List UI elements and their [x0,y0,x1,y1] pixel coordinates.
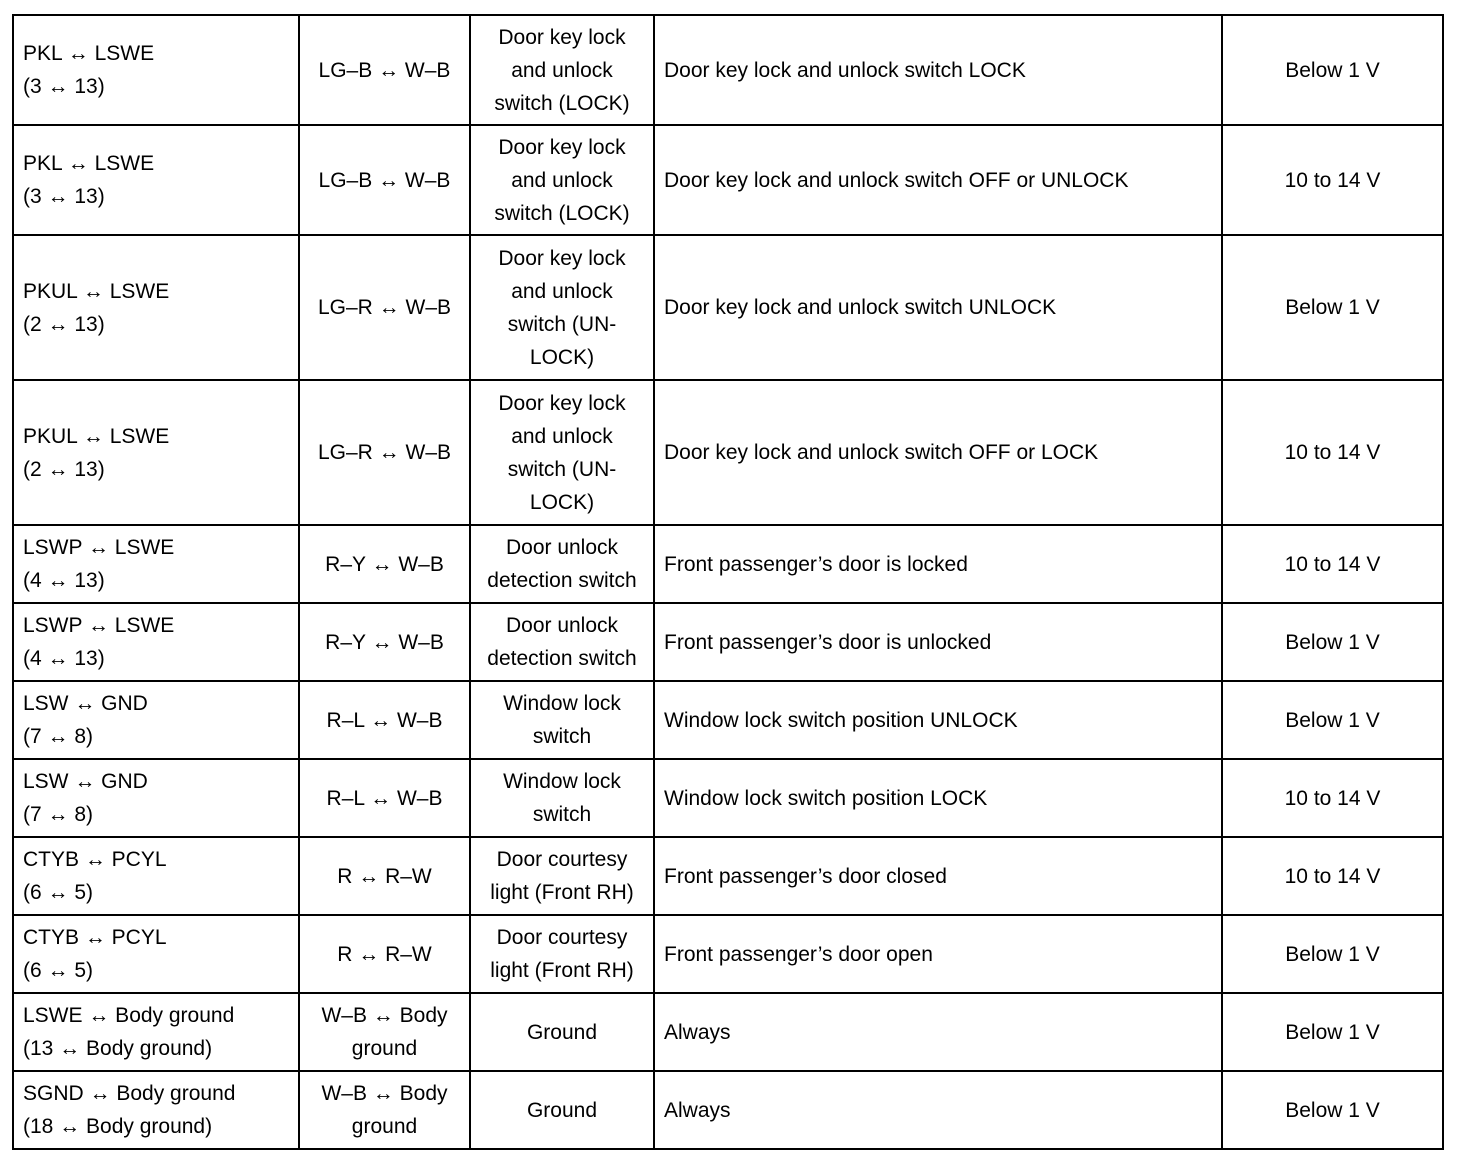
specified-value-cell [1222,380,1443,525]
component-cell [470,380,654,525]
component-cell-line: LOCK) [529,490,595,514]
condition-cell [654,681,1222,759]
specified-value-cell [1222,603,1443,681]
terminal-cell [13,525,299,603]
condition-cell [654,759,1222,837]
specified-value-cell [1222,235,1443,380]
wiring-color-cell [299,1071,470,1149]
table-row [13,759,1443,837]
wiring-color-cell-line: R–Y ↔ W–B [325,630,444,654]
condition-cell [654,837,1222,915]
component-cell-line: switch (LOCK) [494,201,630,225]
specified-value-cell [1222,681,1443,759]
terminal-cell [13,1071,299,1149]
wiring-color-cell-line: LG–R ↔ W–B [317,296,452,319]
wiring-color-cell-line: R–L ↔ W–B [326,708,443,732]
component-cell-line: detection switch [487,569,637,592]
component-cell-line: Door unlock [505,536,619,559]
table-row [13,993,1443,1071]
specified-value-cell [1222,837,1443,915]
terminal-cell-line: PKL ↔ LSWE [23,152,155,175]
condition-cell [654,993,1222,1071]
component-cell-line: light (Front RH) [490,881,634,904]
component-cell [470,759,654,837]
terminal-cell-line: (4 ↔ 13) [23,569,105,592]
wiring-color-cell [299,915,470,993]
component-cell-line: Window lock [503,692,621,715]
component-cell-line: Door courtesy [496,848,628,871]
condition-cell [654,380,1222,525]
table-body [13,15,1443,1149]
specified-value-cell-text: Below 1 V [1285,942,1380,966]
wiring-color-cell [299,759,470,837]
component-cell [470,837,654,915]
table-row [13,1071,1443,1149]
component-cell-line: Door courtesy [496,926,628,949]
table-row [13,837,1443,915]
wiring-color-cell-line: LG–R ↔ W–B [317,441,452,464]
wiring-color-cell-line: LG–B ↔ W–B [318,168,451,192]
terminal-cell-line: (3 ↔ 13) [23,75,105,98]
specified-value-cell-text: 10 to 14 V [1284,552,1381,576]
wiring-color-cell-line: W–B ↔ Body [321,1082,448,1105]
component-cell-line: Ground [526,1020,598,1044]
component-cell-line: switch [532,803,592,826]
terminal-cell-line: (7 ↔ 8) [23,725,94,748]
specified-value-cell [1222,525,1443,603]
specified-value-cell-text: Below 1 V [1285,58,1380,82]
wiring-color-cell [299,125,470,235]
component-cell-line: Ground [526,1098,598,1122]
wiring-color-cell [299,837,470,915]
terminal-cell [13,15,299,125]
component-cell-line: switch [532,725,592,748]
voltage-table-wrapper [12,14,1444,1150]
wiring-color-cell [299,993,470,1071]
specified-value-cell [1222,1071,1443,1149]
component-cell-line: Door unlock [505,614,619,637]
terminal-cell-line: (6 ↔ 5) [23,959,94,982]
wiring-color-cell [299,603,470,681]
table-row [13,235,1443,380]
component-cell-line: Door key lock [498,135,626,159]
table-row [13,681,1443,759]
terminal-cell [13,380,299,525]
specified-value-cell-text: Below 1 V [1285,296,1380,319]
component-cell [470,1071,654,1149]
terminal-cell-line: LSWP ↔ LSWE [23,614,175,637]
component-cell [470,525,654,603]
terminal-cell [13,235,299,380]
table-row [13,525,1443,603]
terminal-cell-line: (2 ↔ 13) [23,457,105,481]
table-row [13,15,1443,125]
condition-cell-text: Always [664,1098,731,1122]
condition-cell-text: Front passenger’s door is locked [664,552,968,576]
component-cell-line: switch (LOCK) [494,91,630,115]
wiring-color-cell-line: R ↔ R–W [337,864,432,888]
component-cell-line: switch (UN- [507,457,617,481]
component-cell [470,125,654,235]
condition-cell-text: Front passenger’s door is unlocked [664,630,992,654]
condition-cell-text: Window lock switch position LOCK [664,786,988,810]
component-cell-line: detection switch [487,647,637,670]
condition-cell [654,125,1222,235]
terminal-cell-line: SGND ↔ Body ground [23,1082,236,1105]
terminal-voltage-table [12,14,1444,1150]
wiring-color-cell-line: W–B ↔ Body [321,1004,448,1027]
component-cell-line: Door key lock [498,25,626,49]
condition-cell-text: Door key lock and unlock switch OFF or UNLOCK [664,168,1129,192]
terminal-cell-line: (6 ↔ 5) [23,881,94,904]
specified-value-cell-text: Below 1 V [1285,1098,1380,1122]
wiring-color-cell [299,380,470,525]
terminal-cell [13,837,299,915]
condition-cell [654,235,1222,380]
wiring-color-cell-line: R ↔ R–W [337,942,432,966]
condition-cell [654,603,1222,681]
terminal-cell-line: LSW ↔ GND [23,770,148,793]
terminal-cell-line: PKUL ↔ LSWE [23,279,170,303]
component-cell-line: and unlock [511,168,613,192]
table-row [13,125,1443,235]
condition-cell-text: Front passenger’s door closed [664,864,947,888]
component-cell [470,681,654,759]
specified-value-cell-text: 10 to 14 V [1284,864,1381,888]
terminal-cell-line: LSWE ↔ Body ground [23,1004,235,1027]
table-row [13,603,1443,681]
specified-value-cell [1222,993,1443,1071]
terminal-cell [13,993,299,1071]
component-cell-line: Door key lock [498,391,626,415]
specified-value-cell-text: 10 to 14 V [1284,786,1381,810]
wiring-color-cell-line: LG–B ↔ W–B [318,58,451,82]
component-cell-line: LOCK) [529,345,595,369]
wiring-color-cell [299,15,470,125]
wiring-color-cell [299,681,470,759]
specified-value-cell [1222,759,1443,837]
component-cell-line: switch (UN- [507,312,617,336]
condition-cell-text: Door key lock and unlock switch LOCK [664,58,1026,82]
condition-cell [654,15,1222,125]
component-cell-line: Window lock [503,770,621,793]
wiring-color-cell-line: ground [351,1037,418,1060]
table-row [13,380,1443,525]
specified-value-cell-text: 10 to 14 V [1284,441,1381,464]
component-cell [470,235,654,380]
component-cell-line: and unlock [511,279,613,303]
specified-value-cell [1222,915,1443,993]
terminal-cell-line: (3 ↔ 13) [23,185,105,208]
specified-value-cell-text: Below 1 V [1285,630,1380,654]
terminal-cell [13,681,299,759]
wiring-color-cell-line: R–L ↔ W–B [326,786,443,810]
condition-cell-text: Door key lock and unlock switch OFF or LOCK [664,441,1099,464]
terminal-cell [13,759,299,837]
terminal-cell-line: PKL ↔ LSWE [23,42,155,65]
terminal-cell-line: (7 ↔ 8) [23,803,94,826]
terminal-cell-line: (4 ↔ 13) [23,647,105,670]
component-cell-line: Door key lock [498,246,626,270]
component-cell [470,993,654,1071]
condition-cell-text: Front passenger’s door open [664,942,933,966]
condition-cell-text: Door key lock and unlock switch UNLOCK [664,296,1057,319]
wiring-color-cell [299,235,470,380]
specified-value-cell [1222,15,1443,125]
condition-cell [654,1071,1222,1149]
terminal-cell-line: PKUL ↔ LSWE [23,424,170,448]
table-row [13,915,1443,993]
wiring-color-cell-line: R–Y ↔ W–B [325,552,444,576]
terminal-cell-line: CTYB ↔ PCYL [23,926,167,949]
terminal-cell-line: LSW ↔ GND [23,692,148,715]
component-cell-line: and unlock [511,424,613,448]
condition-cell-text: Always [664,1020,731,1044]
component-cell [470,15,654,125]
terminal-cell [13,915,299,993]
condition-cell [654,915,1222,993]
terminal-cell-line: CTYB ↔ PCYL [23,848,167,871]
terminal-cell-line: (2 ↔ 13) [23,312,105,336]
condition-cell-text: Window lock switch position UNLOCK [664,708,1018,732]
specified-value-cell-text: Below 1 V [1285,708,1380,732]
terminal-cell [13,603,299,681]
terminal-cell-line: LSWP ↔ LSWE [23,536,175,559]
terminal-cell-line: (13 ↔ Body ground) [23,1037,213,1060]
wiring-color-cell-line: ground [351,1115,418,1138]
component-cell [470,603,654,681]
component-cell [470,915,654,993]
component-cell-line: and unlock [511,58,613,82]
specified-value-cell-text: 10 to 14 V [1284,168,1381,192]
wiring-color-cell [299,525,470,603]
condition-cell [654,525,1222,603]
terminal-cell-line: (18 ↔ Body ground) [23,1115,213,1138]
specified-value-cell-text: Below 1 V [1285,1020,1380,1044]
terminal-cell [13,125,299,235]
component-cell-line: light (Front RH) [490,959,634,982]
specified-value-cell [1222,125,1443,235]
